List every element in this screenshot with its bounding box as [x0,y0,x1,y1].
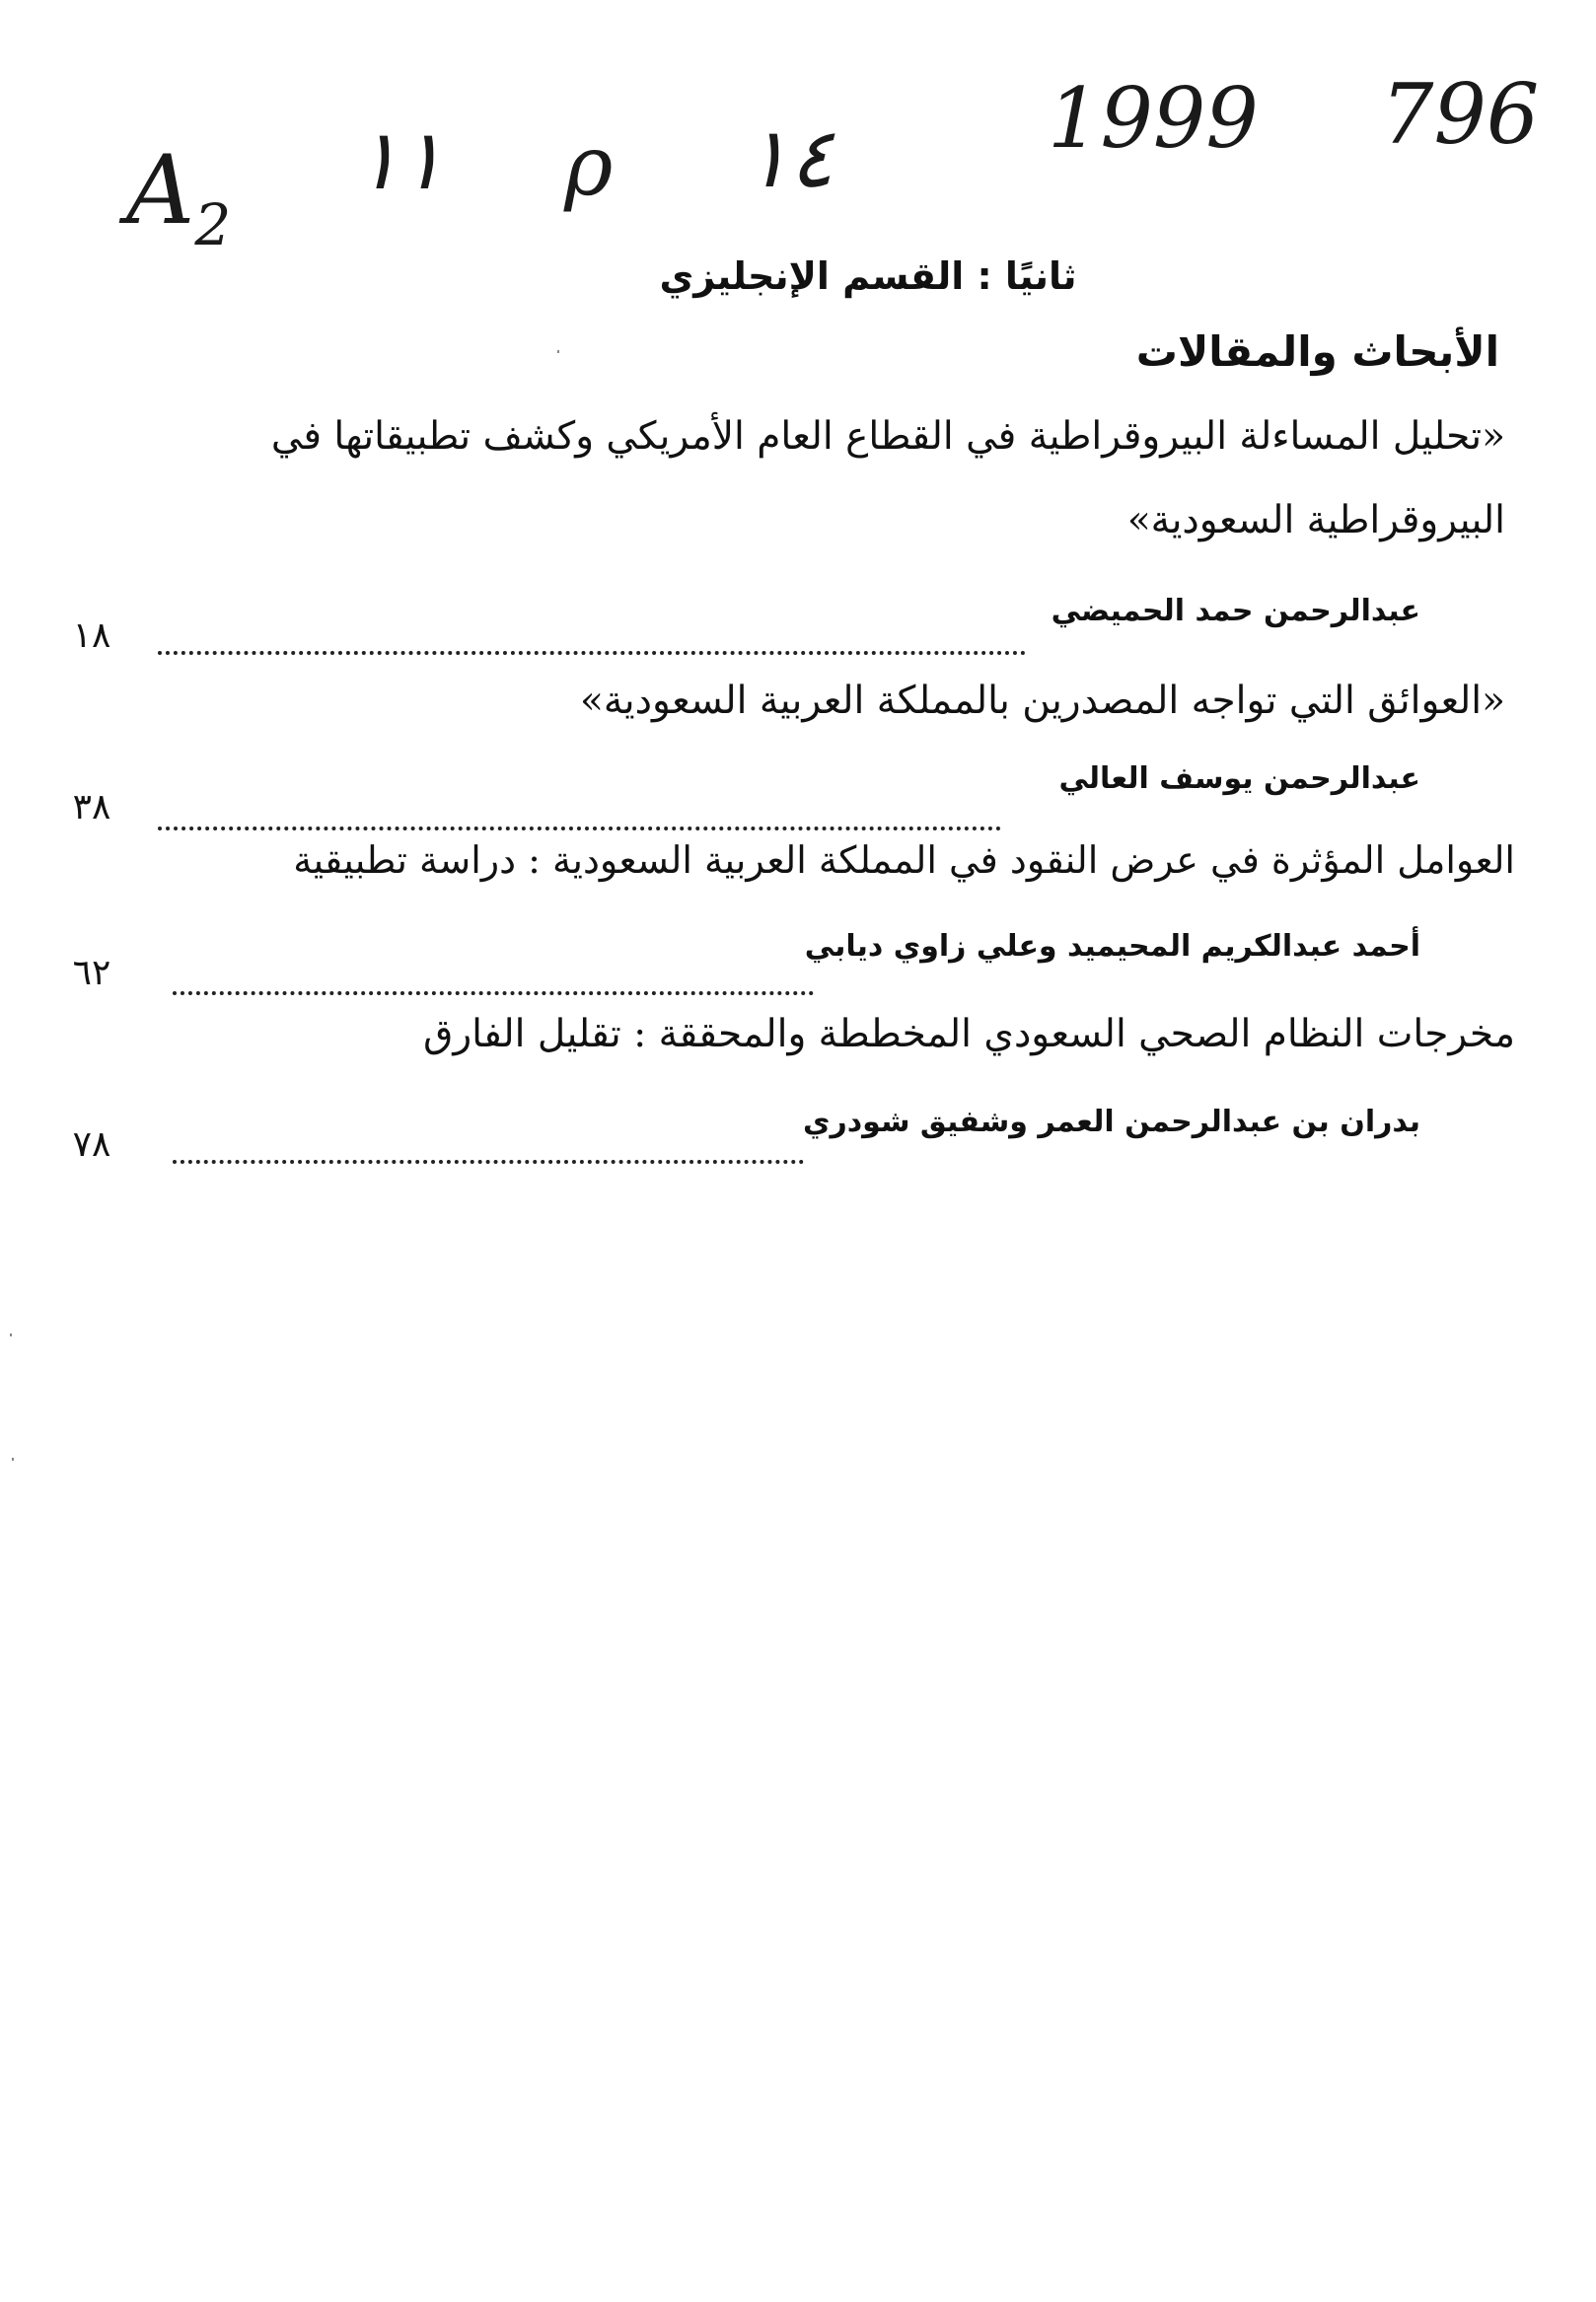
entry-4-author: بدران بن عبدالرحمن العمر وشفيق شودري [802,1105,1420,1139]
entry-3-page-number: ٦٢ [72,953,111,993]
handwritten-mark-code: 796 [1381,66,1540,163]
entry-4-page-number: ٧٨ [72,1124,111,1165]
entry-2-title-line-1: «العوائق التي تواجه المصدرين بالمملكة العربية السعودية» [579,679,1505,723]
entry-4-dot-leader [173,1160,804,1164]
entry-2-dot-leader [158,827,1001,830]
entry-2-page-number: ٣٨ [72,787,111,827]
entry-1-dot-leader [158,651,1026,655]
handwritten-mark-a2-subscript: 2 [194,191,232,258]
handwritten-mark-volume: ١١ [355,111,445,208]
entry-1-page-number: ١٨ [72,615,111,656]
handwritten-mark-a2 [126,135,232,258]
entry-4-title-line-1: مخرجات النظام الصحي السعودي المخططة والمحققة : تقليل الفارق [423,1012,1515,1056]
entry-3-author: أحمد عبدالكريم المحيميد وعلي زاوي ديابي [804,929,1420,964]
entry-3-title-line-1: العوامل المؤثرة في عرض النقود في المملكة العربية السعودية : دراسة تطبيقية [293,838,1515,882]
scan-speck [10,1333,12,1336]
entry-2-author: عبدالرحمن يوسف العالي [1058,761,1420,796]
entry-1-title-line-2: البيروقراطية السعودية» [1126,498,1505,542]
handwritten-header [0,59,1596,258]
subheading: الأبحاث والمقالات [1135,327,1499,376]
handwritten-mark-year: 1999 [1048,70,1259,167]
entry-1-author: عبدالرحمن حمد الحميضي [1051,594,1420,628]
handwritten-mark-a2-letter: A [126,135,195,246]
entry-1-title-line-1: «تحليل المساءلة البيروقراطية في القطاع العام الأمريكي وكشف تطبيقاتها في [270,414,1505,459]
scan-speck [12,1458,14,1461]
entry-3-dot-leader [173,991,814,995]
section-title: ثانيًا : القسم الإنجليزي [659,254,1077,298]
handwritten-mark-number: ١٤ [745,109,834,206]
scan-speck [557,350,559,353]
handwritten-mark-letter: ρ [564,117,614,214]
